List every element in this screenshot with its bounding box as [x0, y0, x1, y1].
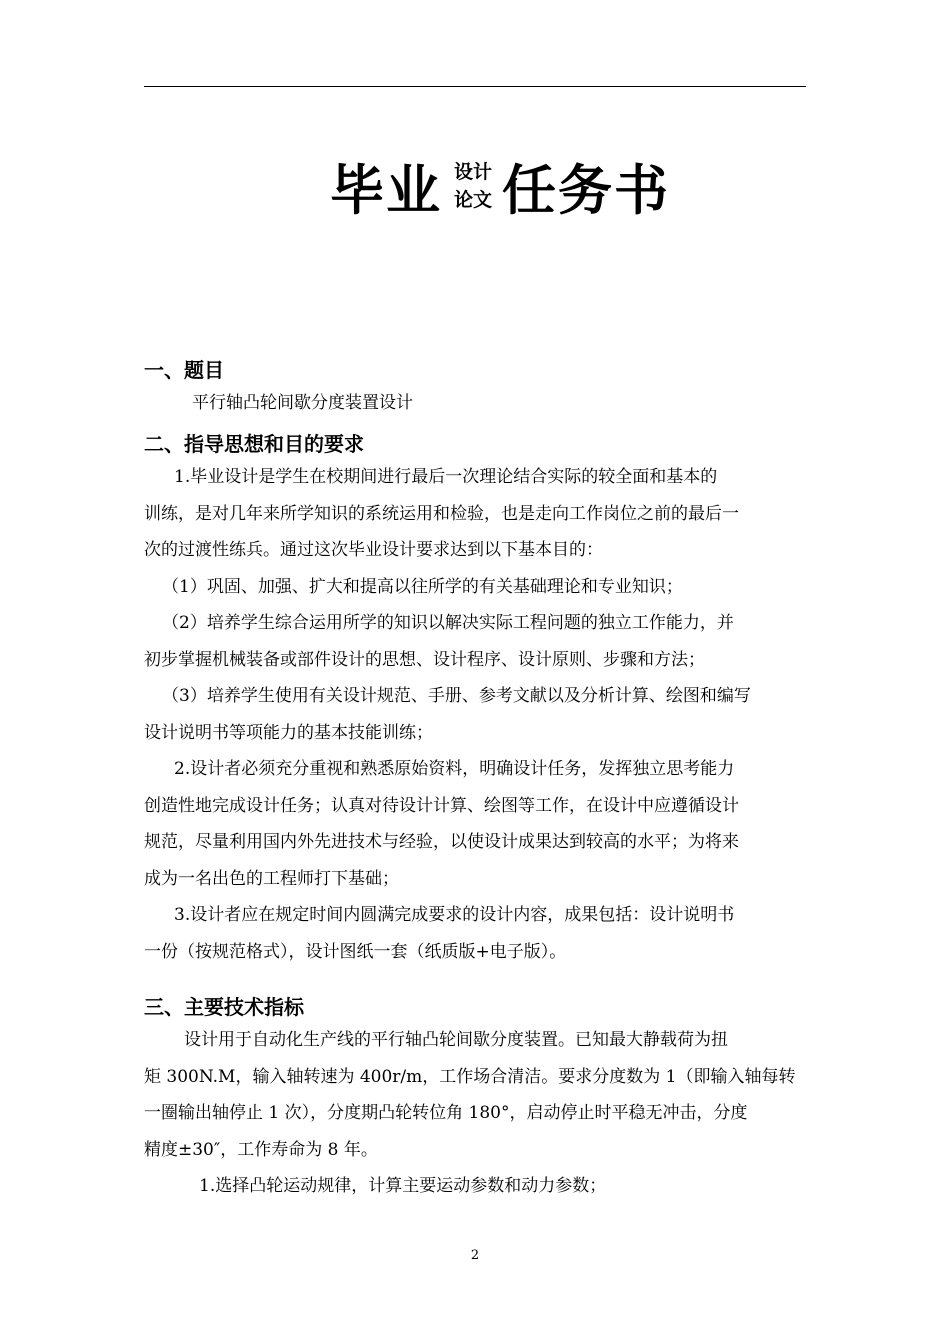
- title-stack: [454, 158, 492, 214]
- body-line: 一圈输出轴停止 1 次），分度期凸轮转位角 180°，启动停止时平稳无冲击，分度: [144, 1103, 748, 1123]
- body-line: 设计说明书等项能力的基本技能训练；: [144, 722, 433, 743]
- body-line: 设计用于自动化生产线的平行轴凸轮间歇分度装置。已知最大静载荷为扭: [184, 1030, 728, 1050]
- body-line: （2）培养学生综合运用所学的知识以解决实际工程问题的独立工作能力，并: [162, 613, 734, 633]
- body-line: 1.选择凸轮运动规律，计算主要运动参数和动力参数；: [199, 1176, 607, 1196]
- body-line: 2.设计者必须充分重视和熟悉原始资料，明确设计任务，发挥独立思考能力: [174, 759, 735, 779]
- section-2-body: [144, 459, 808, 970]
- body-line: （3）培养学生使用有关设计规范、手册、参考文献以及分析计算、绘图和编写: [162, 686, 751, 706]
- body-line: 矩 300N.M，输入轴转速为 400r/m，工作场合清洁。要求分度数为 1（即输入轴每转: [144, 1066, 796, 1087]
- topic-line: 平行轴凸轮间歇分度装置设计: [192, 393, 413, 413]
- section-2-heading: 二、指导思想和目的要求: [144, 432, 364, 456]
- body-line: 次的过渡性练兵。通过这次毕业设计要求达到以下基本目的：: [144, 540, 603, 560]
- header-rule: [144, 86, 806, 87]
- body-line: 1.毕业设计是学生在校期间进行最后一次理论结合实际的较全面和基本的: [174, 467, 718, 487]
- title-left: 毕业: [330, 158, 442, 222]
- body-line: 成为一名出色的工程师打下基础；: [144, 868, 399, 889]
- body-line: 3.设计者应在规定时间内圆满完成要求的设计内容，成果包括：设计说明书: [174, 905, 735, 925]
- title-option-thesis: 论文: [454, 189, 493, 211]
- body-line: 训练，是对几年来所学知识的系统运用和检验，也是走向工作岗位之前的最后一: [144, 503, 739, 524]
- body-line: 一份（按规范格式），设计图纸一套（纸质版+电子版）。: [144, 941, 567, 962]
- page-number: 2: [470, 1248, 480, 1263]
- title-option-design: 设计: [454, 161, 493, 183]
- title-right: 任务书: [502, 158, 671, 222]
- body-line: 初步掌握机械装备或部件设计的思想、设计程序、设计原则、步骤和方法；: [144, 649, 705, 670]
- document-title: [330, 146, 670, 226]
- section-3-body: [144, 1022, 808, 1205]
- body-line: 创造性地完成设计任务；认真对待设计计算、绘图等工作，在设计中应遵循设计: [144, 795, 739, 816]
- body-line: 规范，尽量利用国内外先进技术与经验，以使设计成果达到较高的水平；为将来: [144, 832, 739, 852]
- section-3-heading: 三、主要技术指标: [144, 995, 304, 1019]
- body-line: （1）巩固、加强、扩大和提高以往所学的有关基础理论和专业知识；: [162, 576, 683, 597]
- topic-text: [192, 385, 856, 422]
- section-1-heading: 一、题目: [144, 358, 224, 382]
- body-line: 精度±30″，工作寿命为 8 年。: [144, 1139, 378, 1160]
